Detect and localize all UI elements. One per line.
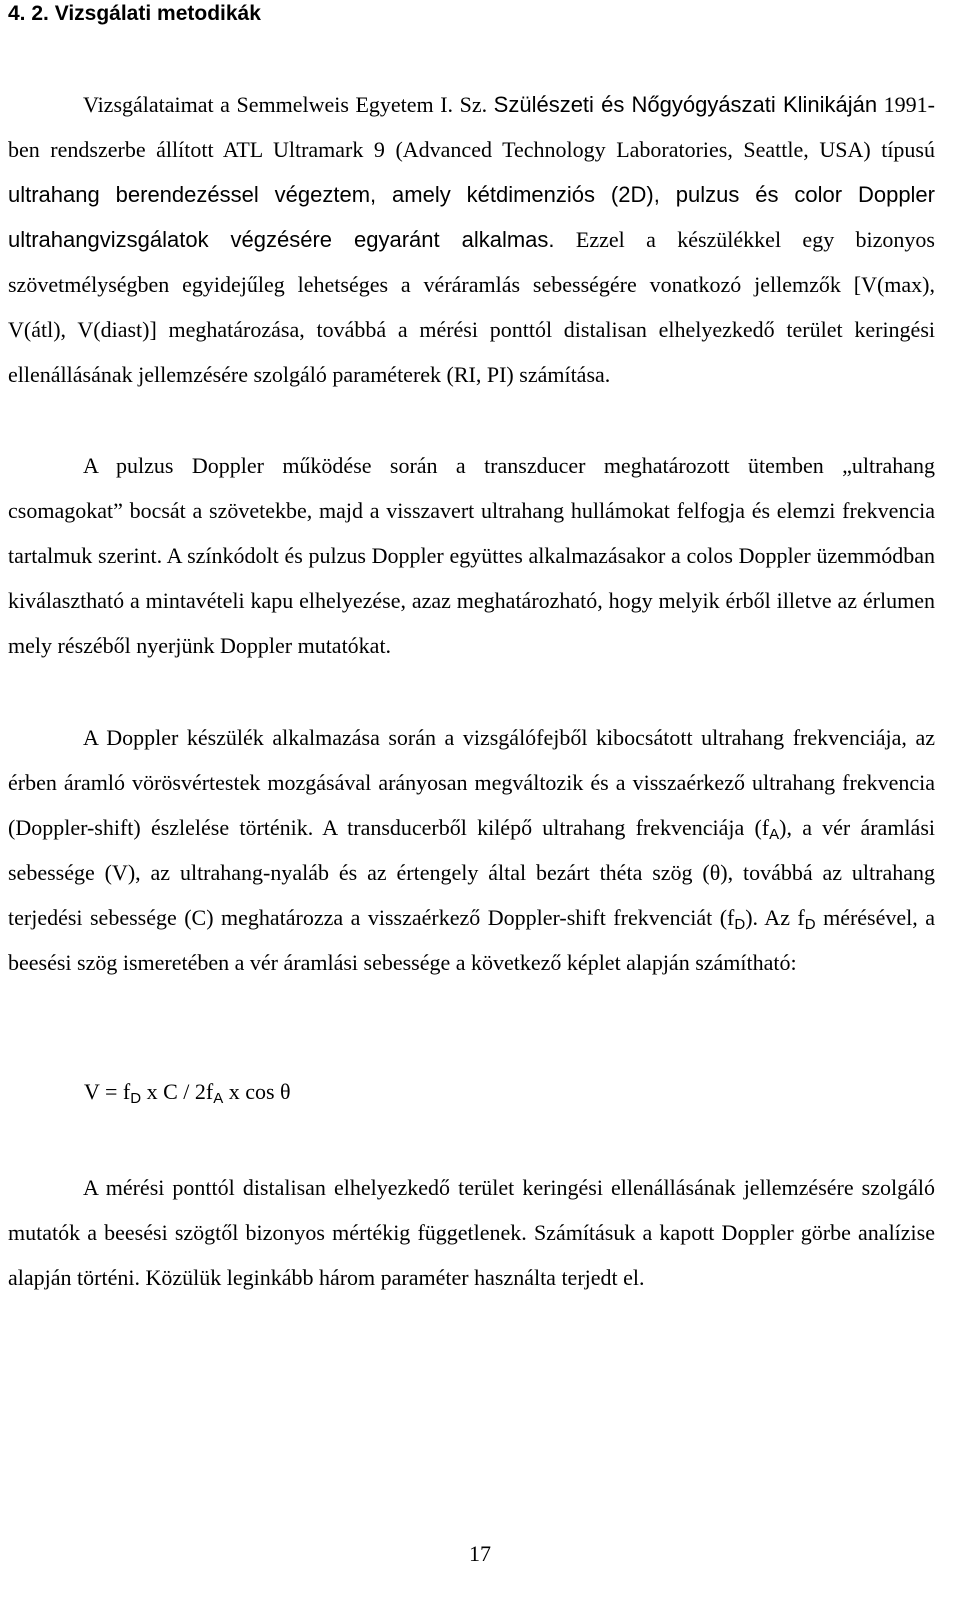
p1-text-d: ultrahang berendezéssel végeztem, amely kétdimenziós (2D), pulzus és color Doppler ultrahangvizsgálatok végzésére egyaránt alkalmas.	[8, 182, 935, 252]
paragraph-2	[8, 443, 935, 668]
formula-subscript-a: A	[213, 1090, 224, 1107]
formula-part-a: V = f	[84, 1079, 131, 1104]
paragraph-1	[8, 82, 935, 397]
p1-text-a: Vizsgálataimat a Semmelweis Egyetem I. Sz.	[83, 92, 494, 117]
p3-text-b: ), a vér áramlási sebessége (V), az ultrahang-nyaláb és az értengely által bezárt théta szög (θ), továbbá az ultrahang terjedési sebessége (C) meghatározza a visszaérkező Doppler-shift frekvenciát (f	[8, 815, 935, 930]
p3-text-c: ). Az f	[745, 905, 805, 930]
p2-text-a: A pulzus Doppler működése során a transzducer meghatározott ütemben „ultrahang csomagokat” bocsát a szövetekbe, majd a visszavert ultrahang hullámokat felfogja és elemzi frekvencia tartalmuk szerint.	[8, 453, 935, 568]
paragraph-4: A mérési ponttól distalisan elhelyezkedő terület keringési ellenállásának jellemzésére szolgáló mutatók a beesési szögtől bizonyos mértékig függetlenek. Számításuk a kapott Doppler görbe analízise alapján történi. Közülük leginkább három paraméter használta terjedt el.	[8, 1175, 935, 1290]
formula-part-b: x C / 2f	[141, 1079, 214, 1104]
formula-part-c: x cos θ	[223, 1079, 291, 1104]
p3-subscript-d2: D	[804, 916, 816, 933]
doppler-formula	[84, 1079, 291, 1105]
formula-subscript-d: D	[130, 1090, 142, 1107]
section-heading: 4. 2. Vizsgálati metodikák	[8, 2, 261, 25]
p1-text-c: 1991-ben rendszerbe állított ATL Ultramark 9 (Advanced Technology Laboratories, Seattle, USA) típusú	[8, 92, 936, 162]
page-number: 17	[469, 1541, 491, 1566]
p3-subscript-a: A	[769, 826, 780, 843]
p2-text-b: A színkódolt és pulzus Doppler együttes alkalmazásakor a colos Doppler üzemmódban kiválasztható a mintavételi kapu elhelyezése, azaz meghatározható, hogy melyik érből illetve az érlumen mely részéből nyerjünk Doppler mutatókat.	[8, 543, 935, 658]
p3-text-a: A Doppler készülék alkalmazása során a vizsgálófejből kibocsátott ultrahang frekvenciája, az érben áramló vörösvértestek mozgásával arányosan megváltozik és a visszaérkező ultrahang frekvencia (Doppler-shift) észlelése történik. A transducerből kilépő ultrahang frekvenciája (f	[8, 725, 935, 840]
p3-text-d: mérésével, a beesési szög ismeretében a vér áramlási sebessége a következő képlet alapján számítható:	[8, 905, 935, 975]
p1-text-e: Ezzel a készülékkel egy bizonyos szövetmélységben egyidejűleg lehetséges a véráramlás sebességére vonatkozó jellemzők [V(max), V(átl), V(diast)] meghatározása, továbbá a mérési ponttól distalisan elhelyezkedő terület keringési ellenállásának jellemzésére szolgáló paraméterek (RI, PI) számítása.	[8, 227, 935, 387]
paragraph-3	[8, 715, 935, 985]
p1-text-b: Szülészeti és Nőgyógyászati Klinikáján	[493, 92, 878, 117]
p3-subscript-d: D	[734, 916, 746, 933]
